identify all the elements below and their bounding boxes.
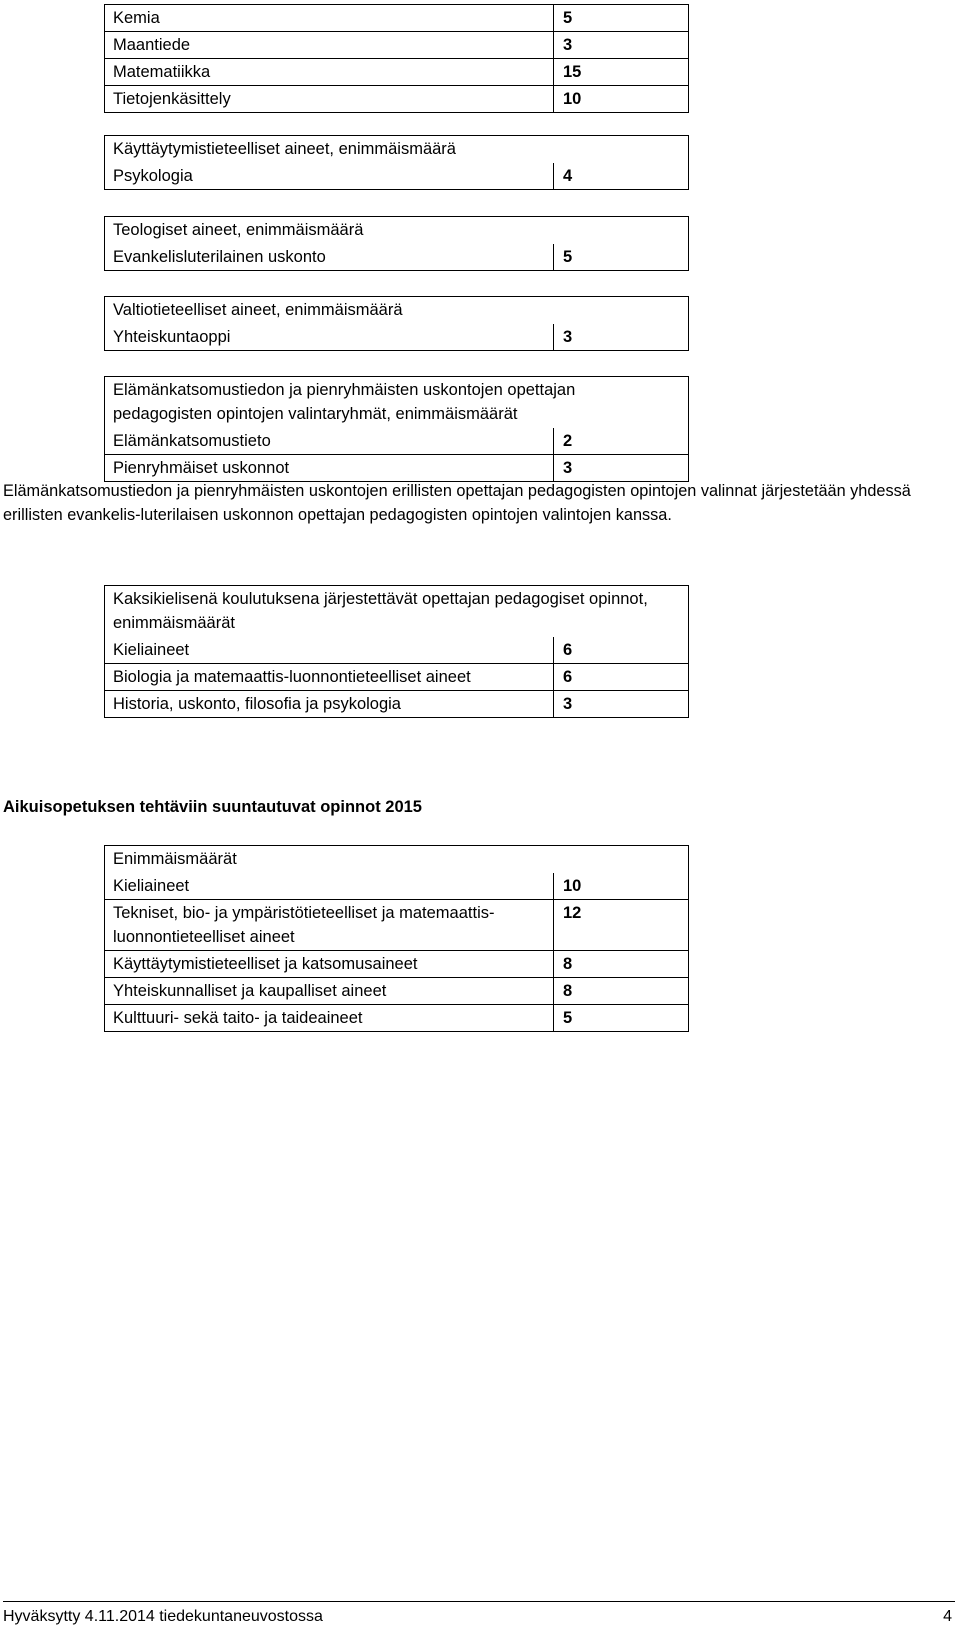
- table-row: [105, 324, 689, 351]
- table-row: [105, 86, 689, 113]
- section-heading: Aikuisopetuksen tehtäviin suuntautuvat opinnot 2015: [3, 798, 422, 816]
- subject-cell: Kieliaineet: [105, 637, 554, 664]
- max-cell: 3: [554, 455, 689, 482]
- political-sciences-table: [104, 296, 689, 351]
- table-row: [105, 873, 689, 900]
- subjects-table: [104, 4, 689, 113]
- max-cell: 6: [554, 664, 689, 691]
- table-heading: Valtiotieteelliset aineet, enimmäismäärä: [105, 297, 689, 324]
- subject-cell: Evankelisluterilainen uskonto: [105, 244, 554, 271]
- table-heading: Enimmäismäärät: [105, 846, 689, 873]
- table-row: [105, 32, 689, 59]
- subject-cell: Yhteiskunnalliset ja kaupalliset aineet: [105, 978, 554, 1005]
- max-cell: 3: [554, 691, 689, 718]
- max-cell: 6: [554, 637, 689, 664]
- table-heading: Käyttäytymistieteelliset aineet, enimmäismäärä: [105, 136, 689, 163]
- max-cell: 4: [554, 163, 689, 190]
- max-cell: 15: [554, 59, 689, 86]
- table-row: [105, 900, 689, 951]
- table-heading: Elämänkatsomustiedon ja pienryhmäisten uskontojen opettajan pedagogisten opintojen valintaryhmät, enimmäismäärät: [105, 377, 689, 428]
- max-cell: 8: [554, 951, 689, 978]
- subject-cell: Tekniset, bio- ja ympäristötieteelliset ja matemaattis-luonnontieteelliset aineet: [105, 900, 554, 951]
- table-heading: Teologiset aineet, enimmäismäärä: [105, 217, 689, 244]
- table-row: [105, 455, 689, 482]
- table-row: [105, 244, 689, 271]
- table-row: [105, 1005, 689, 1032]
- subject-cell: Käyttäytymistieteelliset ja katsomusaineet: [105, 951, 554, 978]
- behavioral-sciences-table: [104, 135, 689, 190]
- table-row: [105, 978, 689, 1005]
- subject-cell: Kulttuuri- sekä taito- ja taideaineet: [105, 1005, 554, 1032]
- subject-cell: Pienryhmäiset uskonnot: [105, 455, 554, 482]
- table-row: [105, 951, 689, 978]
- subject-cell: Maantiede: [105, 32, 554, 59]
- bilingual-education-table: [104, 585, 689, 718]
- subject-cell: Biologia ja matemaattis-luonnontieteelliset aineet: [105, 664, 554, 691]
- max-cell: 5: [554, 1005, 689, 1032]
- table-row: [105, 637, 689, 664]
- subject-cell: Kieliaineet: [105, 873, 554, 900]
- max-cell: 10: [554, 873, 689, 900]
- table-row: [105, 163, 689, 190]
- subject-cell: Historia, uskonto, filosofia ja psykologia: [105, 691, 554, 718]
- max-cell: 2: [554, 428, 689, 455]
- max-cell: 3: [554, 32, 689, 59]
- subject-cell: Tietojenkäsittely: [105, 86, 554, 113]
- footer-approval-text: Hyväksytty 4.11.2014 tiedekuntaneuvostossa: [3, 1608, 323, 1625]
- table-row: [105, 691, 689, 718]
- subject-cell: Yhteiskuntaoppi: [105, 324, 554, 351]
- max-cell: 10: [554, 86, 689, 113]
- subject-cell: Kemia: [105, 5, 554, 32]
- subject-cell: Matematiikka: [105, 59, 554, 86]
- subject-cell: Psykologia: [105, 163, 554, 190]
- max-cell: 8: [554, 978, 689, 1005]
- max-cell: 5: [554, 5, 689, 32]
- note-paragraph: Elämänkatsomustiedon ja pienryhmäisten uskontojen erillisten opettajan pedagogisten opintojen valinnat järjestetään yhdessä erillisten evankelis-luterilaisen uskonnon opettajan pedagogisten opintojen valintojen kanssa.: [3, 482, 911, 524]
- table-row: [105, 428, 689, 455]
- table-row: [105, 5, 689, 32]
- adult-education-table: [104, 845, 689, 1032]
- table-heading: Kaksikielisenä koulutuksena järjestettävät opettajan pedagogiset opinnot, enimmäismäärät: [105, 586, 689, 637]
- ethics-minority-religions-table: [104, 376, 689, 482]
- max-cell: 3: [554, 324, 689, 351]
- page-number: 4: [943, 1608, 952, 1625]
- subject-cell: Elämänkatsomustieto: [105, 428, 554, 455]
- max-cell: 12: [554, 900, 689, 951]
- max-cell: 5: [554, 244, 689, 271]
- table-row: [105, 59, 689, 86]
- table-row: [105, 664, 689, 691]
- footer-divider: [3, 1601, 955, 1602]
- theology-table: [104, 216, 689, 271]
